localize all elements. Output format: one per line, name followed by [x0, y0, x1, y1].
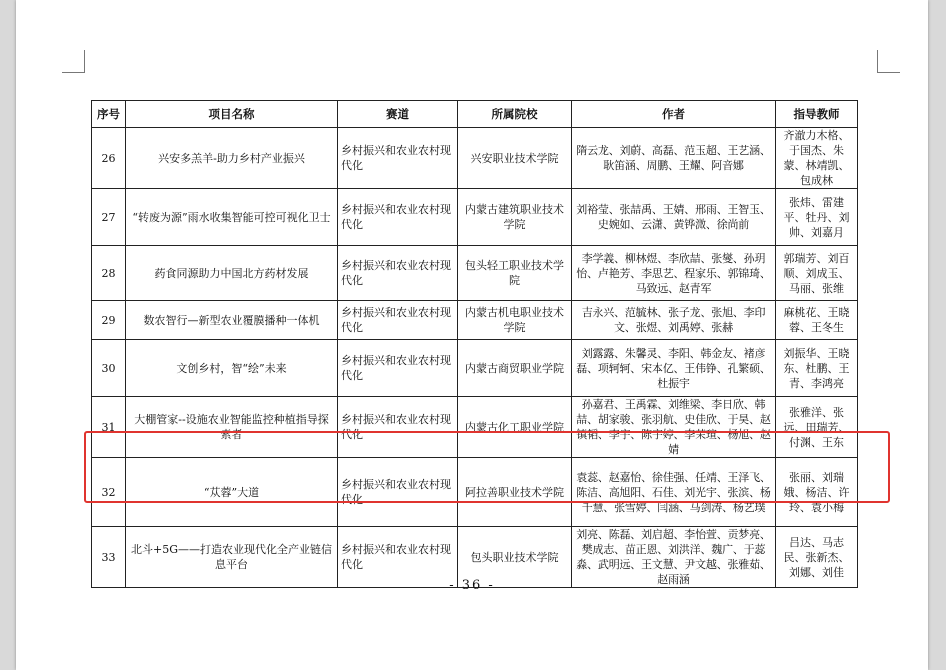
cell-authors: 刘露露、朱馨灵、李阳、韩金友、褚彦磊、项轲轲、宋本亿、王伟铮、孔繁硕、杜振宇 [572, 340, 776, 397]
cell-number: 29 [92, 301, 126, 340]
cell-authors: 刘亮、陈磊、刘启超、李怡萱、贡梦亮、樊成志、苗正恩、刘洪洋、魏广、于蕊淼、武明远、王文慧、尹文越、张雅茹、赵雨涵 [572, 527, 776, 588]
cell-school: 包头轻工职业技术学院 [458, 246, 572, 301]
table-row [92, 397, 858, 458]
header-teachers: 指导教师 [776, 101, 858, 128]
cell-project-name: 大棚管家--设施农业智能监控种植指导探索者 [126, 397, 338, 458]
cell-school: 内蒙古建筑职业技术学院 [458, 189, 572, 246]
cell-authors: 隋云龙、刘蔚、高磊、范玉超、王艺涵、耿笛涵、周鹏、王耀、阿音娜 [572, 128, 776, 189]
cell-track: 乡村振兴和农业农村现代化 [338, 246, 458, 301]
table-row [92, 128, 858, 189]
cell-track: 乡村振兴和农业农村现代化 [338, 340, 458, 397]
table-row-highlighted [92, 458, 858, 527]
cell-teachers: 吕达、马志民、张新杰、刘娜、刘佳 [776, 527, 858, 588]
cell-teachers: 张炜、雷建平、牡丹、刘帅、刘嘉月 [776, 189, 858, 246]
table-row [92, 340, 858, 397]
cell-project-name: 药食同源助力中国北方药材发展 [126, 246, 338, 301]
cell-project-name: 兴安多羔羊-助力乡村产业振兴 [126, 128, 338, 189]
table-header-row [92, 101, 858, 128]
cell-project-name: 文创乡村，智“绘”未来 [126, 340, 338, 397]
cell-number: 31 [92, 397, 126, 458]
cell-number: 27 [92, 189, 126, 246]
document-page [16, 0, 928, 670]
cell-teachers: 张丽、刘瑞娥、杨洁、许玲、袁小梅 [776, 458, 858, 527]
header-number: 序号 [92, 101, 126, 128]
cell-teachers: 刘振华、王晓东、杜鹏、王青、李鸿亮 [776, 340, 858, 397]
cell-track: 乡村振兴和农业农村现代化 [338, 527, 458, 588]
cell-authors: 孙嘉君、王禹霖、刘维梁、李日欣、韩喆、胡家骏、张羽航、史佳欣、于昊、赵镇韬、李宇、陈宇婷、李茉瑄、杨旭、赵婧 [572, 397, 776, 458]
header-track: 赛道 [338, 101, 458, 128]
cell-track: 乡村振兴和农业农村现代化 [338, 397, 458, 458]
page-number: - 36 - [449, 578, 495, 593]
cell-authors: 袁蕊、赵嘉怡、徐佳强、任靖、王泽飞、陈洁、高旭阳、石佳、刘光宇、张滨、杨千慧、张雪婷、闫涵、马剑涛、杨艺璞 [572, 458, 776, 527]
cell-project-name: 数农智行—新型农业覆膜播种一体机 [126, 301, 338, 340]
cell-school: 阿拉善职业技术学院 [458, 458, 572, 527]
cell-authors: 刘裕莹、张喆禹、王婧、邢雨、王智玉、史婉如、云潇、黄铧溦、徐尚前 [572, 189, 776, 246]
cell-number: 30 [92, 340, 126, 397]
cell-school: 兴安职业技术学院 [458, 128, 572, 189]
cell-teachers: 张雅洋、张远、田瑞芳、付渊、王东 [776, 397, 858, 458]
header-authors: 作者 [572, 101, 776, 128]
cell-track: 乡村振兴和农业农村现代化 [338, 189, 458, 246]
cell-track: 乡村振兴和农业农村现代化 [338, 301, 458, 340]
cell-school: 包头职业技术学院 [458, 527, 572, 588]
cell-teachers: 麻桃花、王晓蓉、王冬生 [776, 301, 858, 340]
cell-project-name: “苁蓉”大道 [126, 458, 338, 527]
cell-project-name: 北斗+5G——打造农业现代化全产业链信息平台 [126, 527, 338, 588]
cell-project-name: “转废为源”雨水收集智能可控可视化卫士 [126, 189, 338, 246]
awards-table [91, 100, 858, 588]
cell-number: 33 [92, 527, 126, 588]
cell-authors: 李学義、柳林煜、李欣喆、张燮、孙玥怡、卢艳芳、李思艺、程家乐、郭锦琦、马致远、赵青军 [572, 246, 776, 301]
table-row [92, 189, 858, 246]
cell-track: 乡村振兴和农业农村现代化 [338, 458, 458, 527]
crop-mark-top-left [62, 50, 85, 73]
cell-school: 内蒙古化工职业学院 [458, 397, 572, 458]
table-row [92, 301, 858, 340]
cell-school: 内蒙古商贸职业学院 [458, 340, 572, 397]
header-project-name: 项目名称 [126, 101, 338, 128]
cell-number: 32 [92, 458, 126, 527]
header-school: 所属院校 [458, 101, 572, 128]
cell-teachers: 郭瑞芳、刘百顺、刘成玉、马丽、张维 [776, 246, 858, 301]
cell-teachers: 齐澈力木格、于国杰、朱蒙、林靖凯、包成林 [776, 128, 858, 189]
cell-authors: 吉永兴、范毓林、张子龙、张旭、李印文、张煜、刘禹婷、张赫 [572, 301, 776, 340]
cell-number: 28 [92, 246, 126, 301]
crop-mark-top-right [877, 50, 900, 73]
cell-school: 内蒙古机电职业技术学院 [458, 301, 572, 340]
cell-number: 26 [92, 128, 126, 189]
cell-track: 乡村振兴和农业农村现代化 [338, 128, 458, 189]
table-row [92, 246, 858, 301]
